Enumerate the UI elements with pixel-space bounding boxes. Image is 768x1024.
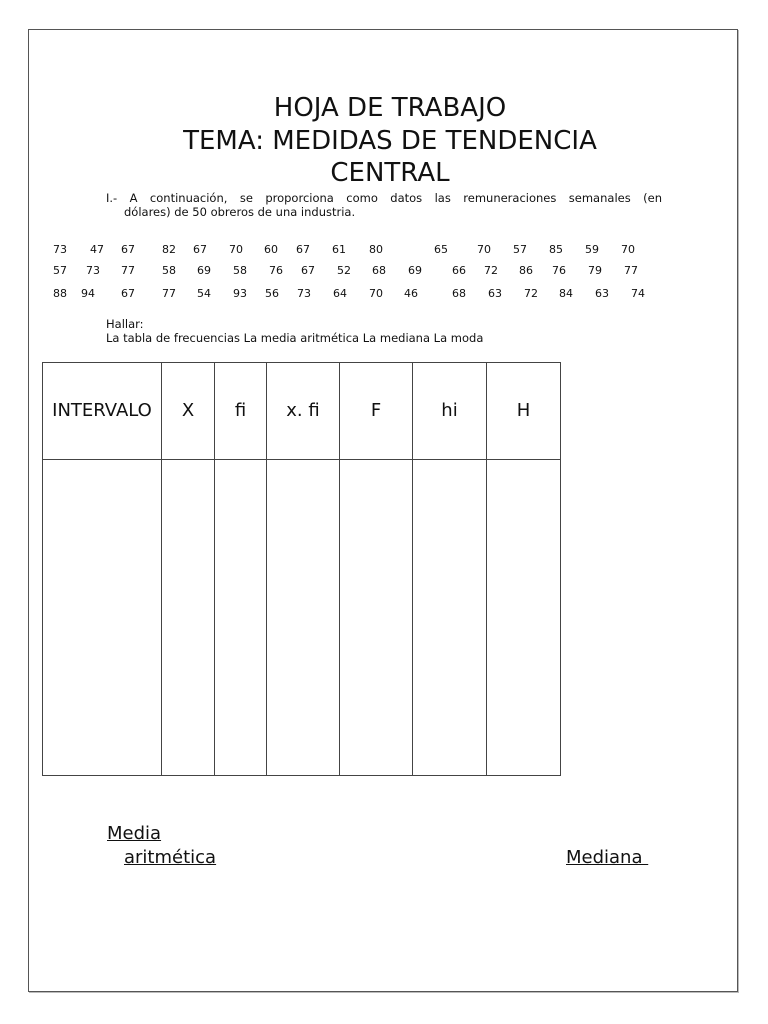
data-value: 69 xyxy=(197,264,211,277)
data-value: 86 xyxy=(519,264,533,277)
data-value: 58 xyxy=(162,264,176,277)
data-value: 77 xyxy=(624,264,638,277)
table-cell-fi[interactable] xyxy=(215,460,267,776)
data-value: 67 xyxy=(301,264,315,277)
data-value: 70 xyxy=(229,243,243,256)
data-value: 61 xyxy=(332,243,346,256)
data-value: 73 xyxy=(53,243,67,256)
data-value: 88 xyxy=(53,287,67,300)
data-value: 46 xyxy=(404,287,418,300)
data-value: 77 xyxy=(121,264,135,277)
tasks-heading: Hallar: xyxy=(106,317,144,331)
data-value: 76 xyxy=(552,264,566,277)
data-value: 68 xyxy=(452,287,466,300)
data-value: 73 xyxy=(297,287,311,300)
data-value: 54 xyxy=(197,287,211,300)
data-value: 94 xyxy=(81,287,95,300)
table-cell-xfi[interactable] xyxy=(267,460,340,776)
column-header-x: X xyxy=(162,363,215,460)
column-header-hi: hi xyxy=(413,363,487,460)
data-value: 84 xyxy=(559,287,573,300)
data-value: 58 xyxy=(233,264,247,277)
table-cell-cumulative-f[interactable] xyxy=(340,460,413,776)
data-value: 52 xyxy=(337,264,351,277)
data-value: 67 xyxy=(121,243,135,256)
page-title-line1: HOJA DE TRABAJO xyxy=(273,93,507,123)
data-value: 57 xyxy=(53,264,67,277)
data-value: 74 xyxy=(631,287,645,300)
data-value: 76 xyxy=(269,264,283,277)
mediana-label: Mediana xyxy=(566,847,649,868)
data-value: 85 xyxy=(549,243,563,256)
data-value: 93 xyxy=(233,287,247,300)
table-cell-hi[interactable] xyxy=(413,460,487,776)
data-value: 67 xyxy=(121,287,135,300)
column-header-fi: fi xyxy=(215,363,267,460)
frequency-table xyxy=(42,362,561,776)
column-header-xfi: x. fi xyxy=(267,363,340,460)
data-value: 70 xyxy=(369,287,383,300)
data-value: 56 xyxy=(265,287,279,300)
data-value: 69 xyxy=(408,264,422,277)
data-value: 72 xyxy=(524,287,538,300)
media-label-line1: Media xyxy=(107,823,162,844)
intro-paragraph xyxy=(106,191,662,219)
data-value: 68 xyxy=(372,264,386,277)
data-value: 67 xyxy=(193,243,207,256)
data-value: 59 xyxy=(585,243,599,256)
data-value: 70 xyxy=(621,243,635,256)
table-row xyxy=(43,460,561,776)
data-value: 63 xyxy=(595,287,609,300)
data-value: 57 xyxy=(513,243,527,256)
column-header-cumulative-f: F xyxy=(340,363,413,460)
data-value: 79 xyxy=(588,264,602,277)
media-label-line2: aritmética xyxy=(124,847,217,868)
page-title-line2: TEMA: MEDIDAS DE TENDENCIA xyxy=(183,126,597,156)
intro-line-2: dólares) de 50 obreros de una industria. xyxy=(124,205,356,219)
table-cell-x[interactable] xyxy=(162,460,215,776)
data-value: 73 xyxy=(86,264,100,277)
data-value: 67 xyxy=(296,243,310,256)
data-value: 80 xyxy=(369,243,383,256)
table-cell-interval[interactable] xyxy=(43,460,162,776)
column-header-cumulative-h: H xyxy=(487,363,561,460)
data-value: 77 xyxy=(162,287,176,300)
data-value: 70 xyxy=(477,243,491,256)
data-value: 63 xyxy=(488,287,502,300)
data-value: 64 xyxy=(333,287,347,300)
tasks-list: La tabla de frecuencias La media aritmética La mediana La moda xyxy=(106,331,484,345)
data-value: 66 xyxy=(452,264,466,277)
data-value: 72 xyxy=(484,264,498,277)
data-value: 65 xyxy=(434,243,448,256)
data-value: 82 xyxy=(162,243,176,256)
data-value: 60 xyxy=(264,243,278,256)
table-cell-cumulative-h[interactable] xyxy=(487,460,561,776)
column-header-interval: INTERVALO xyxy=(43,363,162,460)
data-value: 47 xyxy=(90,243,104,256)
table-header-row xyxy=(43,363,561,460)
intro-line-1: I.- A continuación, se proporciona como datos las remuneraciones semanales (en xyxy=(106,191,662,205)
page-title-line3: CENTRAL xyxy=(330,158,450,188)
